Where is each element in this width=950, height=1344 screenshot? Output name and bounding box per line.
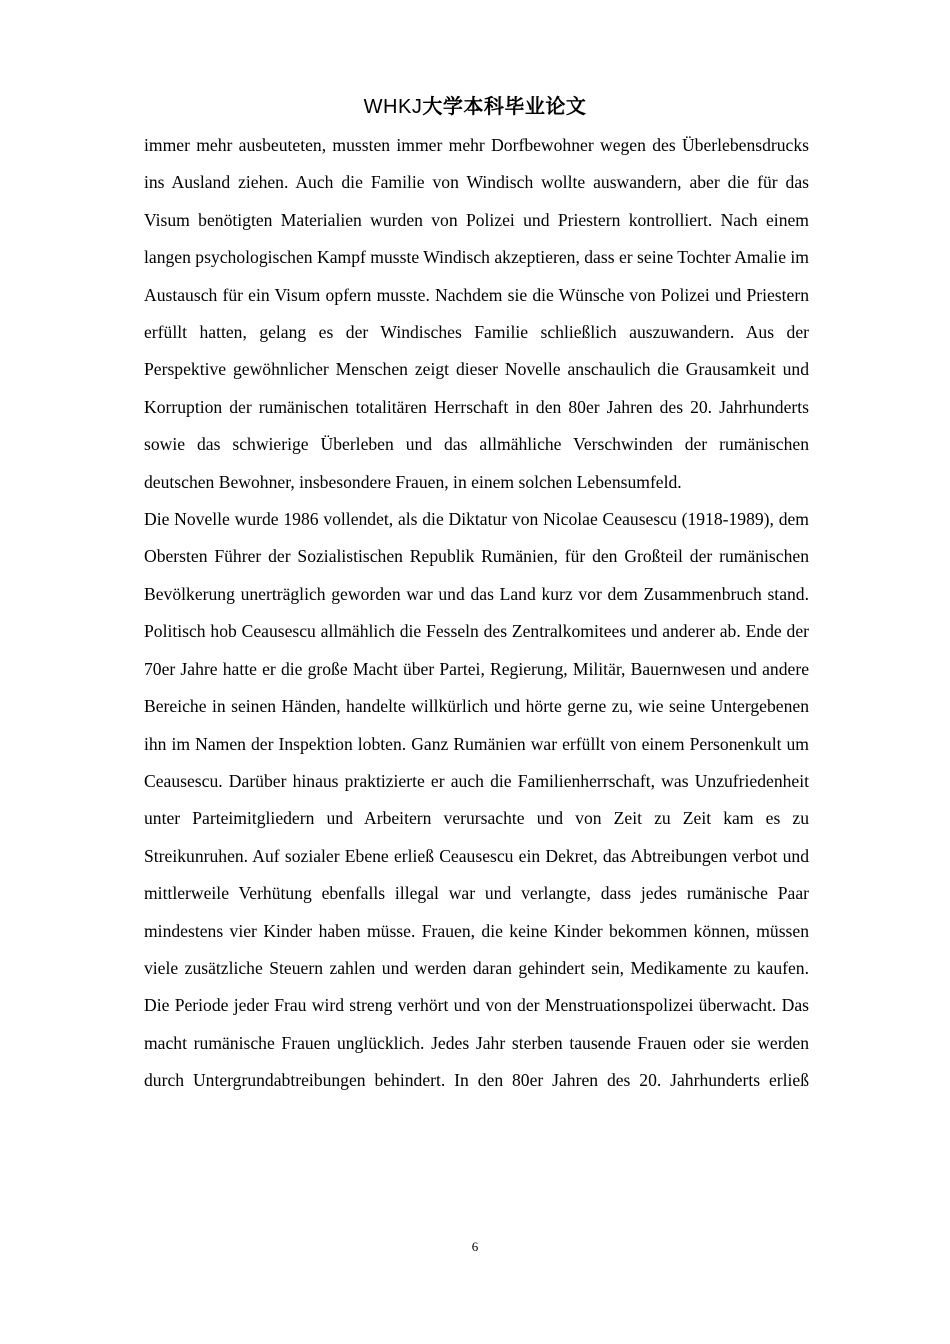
page-number: 6 bbox=[471, 1239, 479, 1254]
header-institution-code: WHKJ bbox=[363, 96, 423, 118]
paragraph: immer mehr ausbeuteten, mussten immer mehr Dorfbewohner wegen des Überlebensdrucks ins Ausland ziehen. Auch die Familie von Windisch wollte auswandern, aber die für das Visum benötigten Materialien wurden von Polizei und Priestern kontrolliert. Nach einem langen psychologischen Kampf musste Windisch akzeptieren, dass er seine Tochter Amalie im Austausch für ein Visum opfern musste. Nachdem sie die Wünsche von Polizei und Priestern erfüllt hatten, gelang es der Windisches Familie schließlich auszuwandern. Aus der Perspektive gewöhnlicher Menschen zeigt dieser Novelle anschaulich die Grausamkeit und Korruption der rumänischen totalitären Herrschaft in den 80er Jahren des 20. Jahrhunderts sowie das schwierige Überleben und das allmähliche Verschwinden der rumänischen deutschen Bewohner, insbesondere Frauen, in einem solchen Lebensumfeld. bbox=[144, 135, 809, 492]
page-header bbox=[0, 92, 950, 121]
body-text bbox=[144, 127, 809, 1100]
header-thesis-title: 大学本科毕业论文 bbox=[422, 94, 587, 118]
paragraph: Die Novelle wurde 1986 vollendet, als die Diktatur von Nicolae Ceausescu (1918-1989), dem Obersten Führer der Sozialistischen Republik Rumänien, für den Großteil der rumänischen Bevölkerung unerträglich geworden war und das Land kurz vor dem Zusammenbruch stand. Politisch hob Ceausescu allmählich die Fesseln des Zentralkomitees und anderer ab. Ende der 70er Jahre hatte er die große Macht über Partei, Regierung, Militär, Bauernwesen und andere Bereiche in seinen Händen, handelte willkürlich und hörte gerne zu, wie seine Untergebenen ihn im Namen der Inspektion lobten. Ganz Rumänien war erfüllt von einem Personenkult um Ceausescu. Darüber hinaus praktizierte er auch die Familienherrschaft, was Unzufriedenheit unter Parteimitgliedern und Arbeitern verursachte und von Zeit zu Zeit kam es zu Streikunruhen. Auf sozialer Ebene erließ Ceausescu ein Dekret, das Abtreibungen verbot und mittlerweile Verhütung ebenfalls illegal war und verlangte, dass jedes rumänische Paar mindestens vier Kinder haben müsse. Frauen, die keine Kinder bekommen können, müssen viele zusätzliche Steuern zahlen und werden daran gehindert sein, Medikamente zu kaufen. Die Periode jeder Frau wird streng verhört und von der Menstruationspolizei überwacht. Das macht rumänische Frauen unglücklich. Jedes Jahr sterben tausende Frauen oder sie werden durch Untergrundabtreibungen behindert. In den 80er Jahren des 20. Jahrhunderts erließ bbox=[144, 509, 809, 1091]
